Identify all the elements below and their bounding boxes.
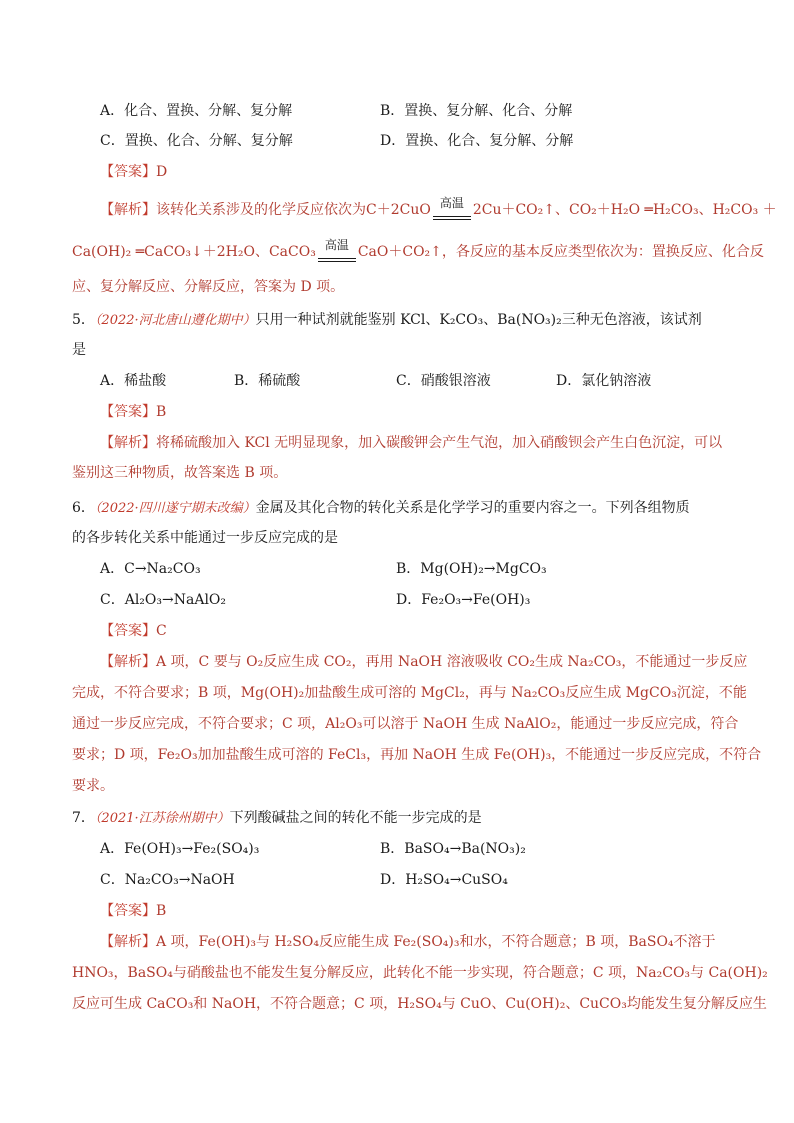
answer-label: 【答案】 (100, 903, 156, 919)
analysis-text: CaO＋CO₂↑，各反应的基本反应类型依次为：置换反应、化合反 (357, 244, 764, 260)
question-source: （2021·江苏徐州期中） (94, 811, 230, 826)
q5-stem-line-1 (72, 310, 702, 331)
answer-value: B (156, 404, 167, 420)
answer-value: D (156, 164, 168, 180)
condition-label: 高温 (324, 238, 349, 252)
answer-label: 【答案】 (100, 404, 156, 420)
equals-bar (318, 258, 356, 262)
q4-analysis-line-3: 应、复分解反应、分解反应，答案为 D 项。 (72, 279, 345, 295)
condition-label: 高温 (439, 196, 464, 210)
q6-analysis-line-5: 要求。 (72, 778, 114, 794)
q7-option-c: C．Na₂CO₃→NaOH (100, 872, 235, 888)
analysis-text: 将稀硫酸加入 KCl 无明显现象，加入碳酸钾会产生气泡，加入硝酸钡会产生白色沉淀，可以 (156, 435, 723, 451)
q5-analysis-line-2: 鉴别这三种物质，故答案选 B 项。 (72, 465, 288, 481)
analysis-text: 该转化关系涉及的化学反应依次为C＋2CuO (156, 202, 431, 218)
analysis-label: 【解析】 (100, 654, 156, 670)
q6-option-b: B．Mg(OH)₂→MgCO₃ (396, 561, 547, 577)
answer-label: 【答案】 (100, 623, 156, 639)
q6-analysis-line-3: 通过一步反应完成，不符合要求；C 项，Al₂O₃可以溶于 NaOH 生成 NaAlO₂，能通过一步反应完成，符合 (72, 716, 739, 732)
q6-stem-line-1 (72, 498, 690, 519)
answer-value: C (156, 623, 167, 639)
answer-value: B (156, 903, 167, 919)
question-stem: 金属及其化合物的转化关系是化学学习的重要内容之一。下列各组物质 (255, 500, 690, 516)
q6-analysis-line-1 (100, 652, 747, 672)
question-number: 6． (72, 500, 95, 516)
question-stem: 只用一种试剂就能鉴别 KCl、K₂CO₃、Ba(NO₃)₂三种无色溶液，该试剂 (255, 312, 702, 328)
q4-analysis-line-1 (100, 196, 777, 220)
q4-option-d: D．置换、化合、复分解、分解 (380, 133, 574, 149)
q7-analysis-line-1 (100, 932, 716, 952)
question-stem: 下列酸碱盐之间的转化不能一步完成的是 (229, 810, 482, 826)
q6-stem-line-2: 的各步转化关系中能通过一步反应完成的是 (72, 530, 338, 546)
q5-option-a: A．稀盐酸 (100, 373, 167, 389)
reaction-condition (318, 238, 356, 262)
answer-label: 【答案】 (100, 164, 156, 180)
q5-option-b: B．稀硫酸 (234, 373, 301, 389)
q4-option-b: B．置换、复分解、化合、分解 (380, 103, 573, 119)
q6-option-a: A．C→Na₂CO₃ (100, 561, 201, 577)
q7-stem-line-1 (72, 808, 482, 829)
question-source: （2022·河北唐山遵化期中） (94, 313, 256, 328)
q5-answer (100, 402, 166, 422)
q7-option-b: B．BaSO₄→Ba(NO₃)₂ (380, 841, 526, 857)
q6-option-c: C．Al₂O₃→NaAlO₂ (100, 592, 227, 608)
analysis-text: 2Cu＋CO₂↑、CO₂＋H₂O ═H₂CO₃、H₂CO₃ ＋ (472, 202, 777, 218)
reaction-condition (433, 196, 471, 220)
q4-option-a: A．化合、置换、分解、复分解 (100, 103, 293, 119)
analysis-text: Ca(OH)₂ ═CaCO₃↓＋2H₂O、CaCO₃ (72, 244, 316, 260)
analysis-text: A 项，Fe(OH)₃与 H₂SO₄反应能生成 Fe₂(SO₄)₃和水，不符合题意；B 项，BaSO₄不溶于 (156, 934, 716, 950)
analysis-text: A 项，C 要与 O₂反应生成 CO₂，再用 NaOH 溶液吸收 CO₂生成 Na₂CO₃，不能通过一步反应 (156, 654, 748, 670)
question-source: （2022·四川遂宁期末改编） (94, 501, 256, 516)
q4-option-c: C．置换、化合、分解、复分解 (100, 133, 293, 149)
q4-answer (100, 162, 167, 182)
q6-option-d: D．Fe₂O₃→Fe(OH)₃ (396, 592, 531, 608)
q4-analysis-line-2 (72, 238, 764, 262)
q7-analysis-line-3: 反应可生成 CaCO₃和 NaOH，不符合题意；C 项，H₂SO₄与 CuO、Cu(OH)₂、CuCO₃均能发生复分解反应生 (72, 996, 767, 1012)
q5-option-d: D．氯化钠溶液 (556, 373, 652, 389)
q6-analysis-line-4: 要求；D 项，Fe₂O₃加加盐酸生成可溶的 FeCl₃，再加 NaOH 生成 Fe(OH)₃，不能通过一步反应完成，不符合 (72, 747, 762, 763)
analysis-label: 【解析】 (100, 202, 156, 218)
q7-option-d: D．H₂SO₄→CuSO₄ (380, 872, 508, 888)
q7-analysis-line-2: HNO₃，BaSO₄与硝酸盐也不能发生复分解反应，此转化不能一步实现，符合题意；C 项，Na₂CO₃与 Ca(OH)₂ (72, 965, 768, 981)
analysis-label: 【解析】 (100, 435, 156, 451)
q5-analysis-line-1 (100, 433, 722, 453)
question-number: 5． (72, 312, 95, 328)
question-number: 7． (72, 810, 95, 826)
q5-stem-line-2: 是 (72, 342, 86, 358)
q5-option-c: C．硝酸银溶液 (396, 373, 491, 389)
q7-answer (100, 901, 166, 921)
q7-option-a: A．Fe(OH)₃→Fe₂(SO₄)₃ (100, 841, 260, 857)
q6-analysis-line-2: 完成，不符合要求；B 项，Mg(OH)₂加盐酸生成可溶的 MgCl₂，再与 Na₂CO₃反应生成 MgCO₃沉淀，不能 (72, 685, 747, 701)
q6-answer (100, 621, 167, 641)
equals-bar (433, 216, 471, 220)
analysis-label: 【解析】 (100, 934, 156, 950)
